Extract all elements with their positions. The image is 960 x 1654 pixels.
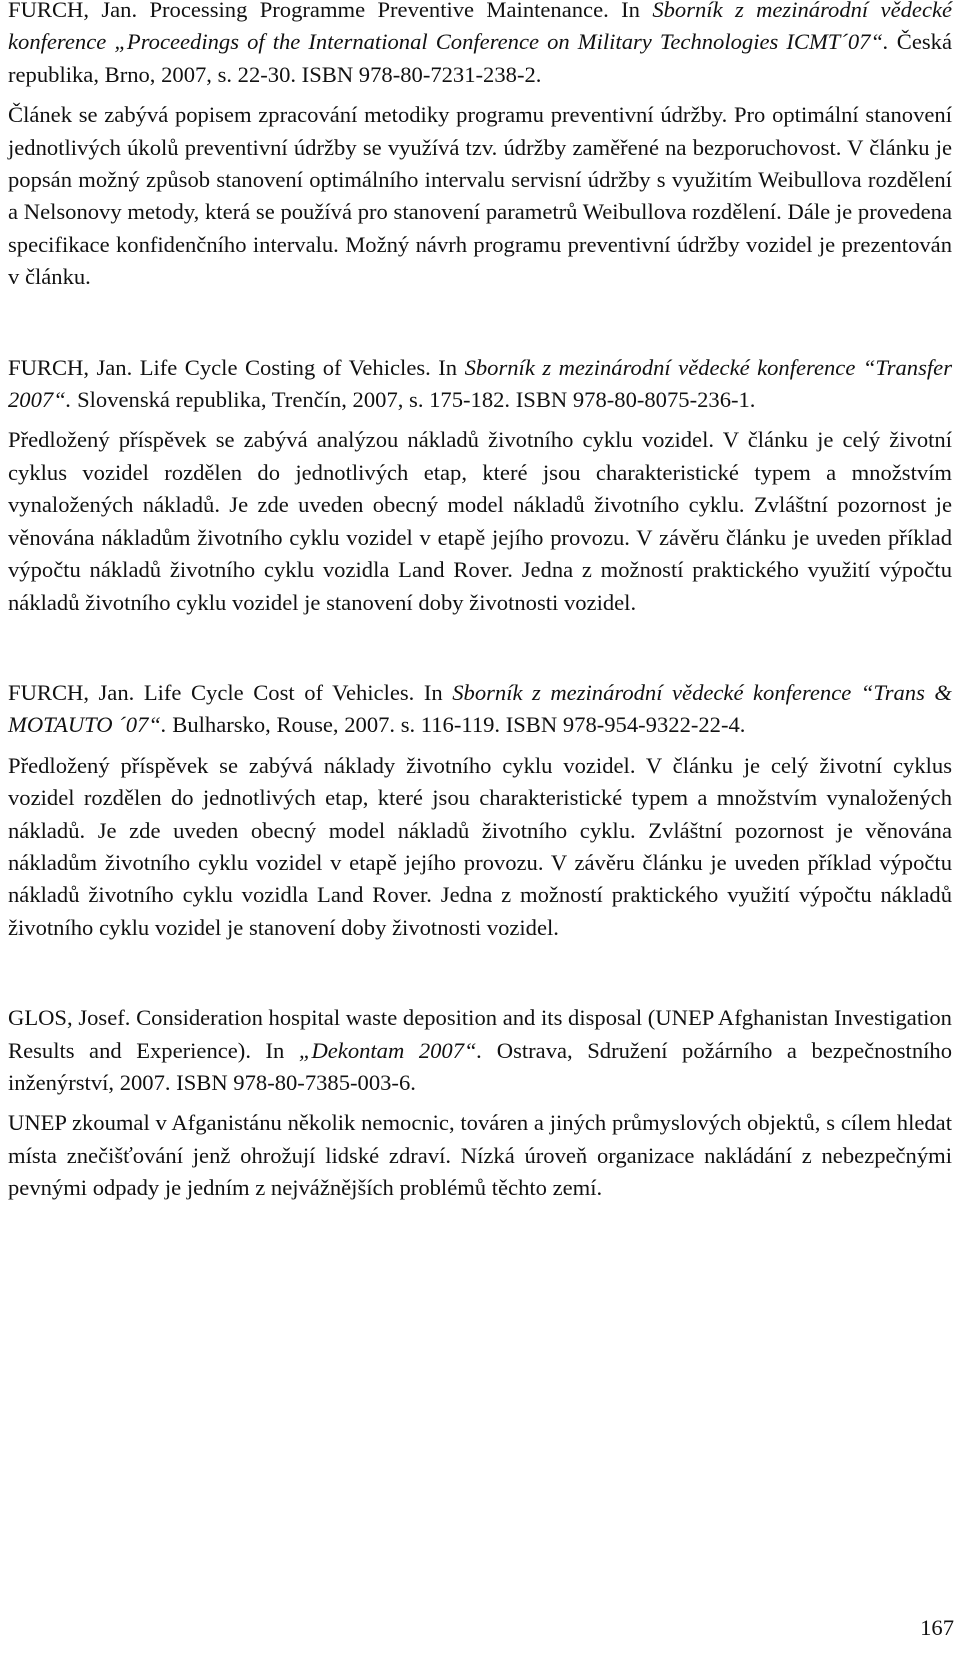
citation-source: Sborník z mezinárodní vědecké konference „Proceedings of the International Conference on Military Technologies ICMT´07“. xyxy=(8,0,953,55)
citation-author: FURCH, Jan. xyxy=(8,354,133,380)
citation-in: In xyxy=(621,0,640,22)
citation-author: FURCH, Jan. xyxy=(8,679,135,705)
abstract: UNEP zkoumal v Afganistánu několik nemocnic, továren a jiných průmyslových objektů, s cílem hledat místa znečišťování jenž ohrožují lidské zdraví. Nízká úroveň organizace nakládání z nebezpečnými pevnými odpady je jedním z nejvážnějších problémů těchto zemí. xyxy=(8,1110,952,1201)
citation-source: „Dekontam 2007“. xyxy=(298,1037,483,1063)
abstract: Článek se zabývá popisem zpracování metodiky programu preventivní údržby. Pro optimální stanovení jednotlivých úkolů preventivní údržby se využívá tzv. údržby zaměřené na bezporuchovost. V článku je popsán možný způsob stanovení optimálního intervalu servisní údržby s využitím Weibullova rozdělení a Nelsonovy metody, která se používá pro stanovení parametrů Weibullova rozdělení. Dále je provedena specifikace konfidenčního intervalu. Možný návrh programu preventivní údržby vozidel je prezentován v článku. xyxy=(8,102,952,290)
bibliography-entry xyxy=(8,0,952,294)
citation xyxy=(8,0,952,91)
citation-title: Life Cycle Costing of Vehicles. xyxy=(139,354,431,380)
abstract: Předložený příspěvek se zabývá náklady životního cyklu vozidel. V článku je celý životní cyklus vozidel rozdělen do jednotlivých etap, které jsou charakteristické typem a množstvím vynaložených nákladů. Je zde uveden obecný model nákladů životního cyklu. Zvláštní pozornost je věnována nákladům životního cyklu vozidel v etapě jejího provozu. V závěru článku je uveden příklad výpočtu nákladů životního cyklu vozidla Land Rover. Jedna z možností praktického využití výpočtu nákladů životního cyklu vozidel je stanovení doby životnosti vozidel. xyxy=(8,752,952,940)
citation-in: In xyxy=(423,679,443,705)
bibliography-entry xyxy=(8,677,952,944)
citation-title: Life Cycle Cost of Vehicles. xyxy=(143,679,415,705)
citation-details: Česká republika, Brno, 2007, s. 22-30. ISBN 978-80-7231-238-2. xyxy=(8,29,952,87)
citation xyxy=(8,1002,952,1099)
page-number: 167 xyxy=(920,1615,954,1640)
citation xyxy=(8,677,952,742)
citation-in: In xyxy=(265,1037,285,1063)
citation-details: Slovenská republika, Trenčín, 2007, s. 175-182. ISBN 978-80-8075-236-1. xyxy=(77,387,756,413)
citation-title: Consideration hospital waste deposition and its disposal (UNEP Afghanistan Investigation Results and Experience). xyxy=(8,1005,952,1063)
citation-title: Processing Programme Preventive Maintenance. xyxy=(149,0,609,22)
citation-author: GLOS, Josef. xyxy=(8,1005,131,1031)
citation-details: Ostrava, Sdružení požárního a bezpečnostního inženýrství, 2007. ISBN 978-80-7385-003-6. xyxy=(8,1037,952,1095)
citation-author: FURCH, Jan. xyxy=(8,0,138,22)
citation xyxy=(8,352,952,417)
bibliography-entry xyxy=(8,352,952,619)
citation-in: In xyxy=(438,354,458,380)
document-page xyxy=(8,0,952,1205)
bibliography-entry xyxy=(8,1002,952,1204)
citation-source: Sborník z mezinárodní vědecké konference “Trans & MOTAUTO ´07“. xyxy=(8,679,952,738)
abstract: Předložený příspěvek se zabývá analýzou nákladů životního cyklu vozidel. V článku je celý životní cyklus vozidel rozdělen do jednotlivých etap, které jsou charakteristické typem a množstvím vynaložených nákladů. Je zde uveden obecný model nákladů životního cyklu. Zvláštní pozornost je věnována nákladům životního cyklu vozidel v etapě jejího provozu. V závěru článku je uveden příklad výpočtu nákladů životního cyklu vozidla Land Rover. Jedna z možností praktického využití výpočtu nákladů životního cyklu vozidel je stanovení doby životnosti vozidel. xyxy=(8,427,952,615)
citation-details: Bulharsko, Rouse, 2007. s. 116-119. ISBN 978-954-9322-22-4. xyxy=(172,712,746,738)
citation-source: Sborník z mezinárodní vědecké konference “Transfer 2007“. xyxy=(8,354,952,413)
